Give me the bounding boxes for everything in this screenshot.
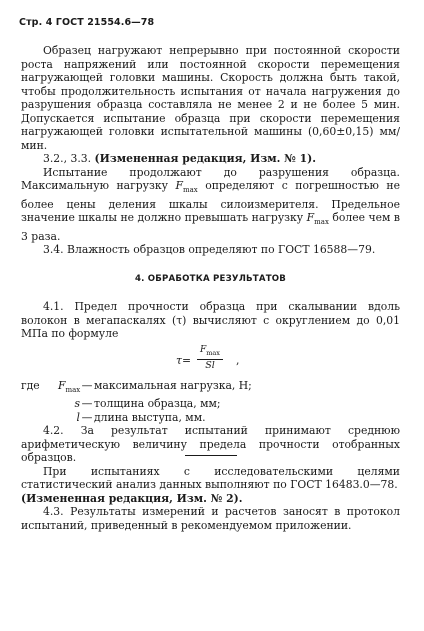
paragraph-protocol: 4.3. Результаты измерений и расчетов заносят в протокол испытаний, приведенный в рекомендуемом приложении.	[21, 505, 400, 532]
strength-formula	[21, 345, 400, 375]
definition-symbol: $F_{max}$	[58, 378, 81, 394]
definition-row	[21, 379, 400, 398]
definition-text: максимальная нагрузка, Н;	[94, 378, 252, 392]
text-segment: более чем в 3 раза.	[21, 211, 400, 243]
definition-row	[21, 411, 400, 425]
paragraph-amendment-1	[21, 152, 400, 166]
definition-symbol: l	[76, 410, 80, 424]
paragraph-humidity: 3.4. Влажность образцов определяют по ГОСТ 16588—79.	[43, 243, 376, 257]
definitions-prefix: где	[21, 378, 40, 392]
definition-symbol: s	[74, 397, 80, 411]
page-header: Стр. 4 ГОСТ 21554.6—78	[19, 17, 155, 28]
paragraph-test-continuation	[21, 166, 400, 244]
formula-lhs: τ=	[176, 353, 192, 367]
paragraph-strength-formula-intro: 4.1. Предел прочности образца при скалывании вдоль волокон в мегапаскалях (τ) вычисляют с округлением до 0,01 МПа по формуле	[21, 300, 400, 341]
definition-dash: —	[81, 378, 93, 392]
amendment-note: (Измененная редакция, Изм. № 1).	[94, 152, 317, 165]
definition-text: толщина образца, мм;	[94, 397, 221, 411]
formula-comma: ,	[236, 353, 240, 367]
formula-denominator: Sl	[205, 359, 215, 371]
formula-numerator: $F_{max}$	[200, 344, 220, 357]
definition-row	[21, 397, 400, 411]
clause-numbers: 3.2., 3.3.	[43, 152, 95, 165]
paragraph-statistics: При испытаниях с исследовательскими целями статистический анализ данных выполняют по ГОСТ 16483.0—78.	[21, 464, 400, 492]
definition-dash: —	[81, 410, 93, 424]
end-rule	[185, 455, 237, 456]
amendment-note-2: (Измененная редакция, Изм. № 2).	[21, 491, 243, 505]
symbol-fmax: $F_{max}$	[175, 179, 198, 195]
variable-definitions	[21, 379, 400, 425]
text-segment: определяют с погрешностью не более цены деления шкалы силоизмерителя. Предельное значение шкалы не должно превышать нагрузку	[21, 179, 400, 225]
definition-dash: —	[81, 397, 93, 411]
definition-text: длина выступа, мм.	[94, 410, 206, 424]
document-body	[21, 44, 400, 532]
paragraph-result: 4.2. За результат испытаний принимают среднюю арифметическую величину предела прочности отобранных образцов.	[21, 424, 400, 465]
symbol-fmax: $F_{max}$	[306, 211, 329, 227]
text-segment: Испытание продолжают до разрушения образца. Максимальную нагрузку	[21, 165, 400, 192]
paragraph-loading: Образец нагружают непрерывно при постоянной скорости роста напряжений или постоянной скорости перемещения нагружающей головки машины. Скорость должна быть такой, чтобы продолжительность испытания от начала нагружения до разрушения образца составляла не менее 2 и не более 5 мин. Допускается испытание образца при скорости перемещения нагружающей головки испытательной машины (0,60±0,15) мм/мин.	[21, 44, 400, 152]
formula-fraction	[197, 345, 223, 372]
section-title: 4. ОБРАБОТКА РЕЗУЛЬТАТОВ	[134, 273, 287, 284]
